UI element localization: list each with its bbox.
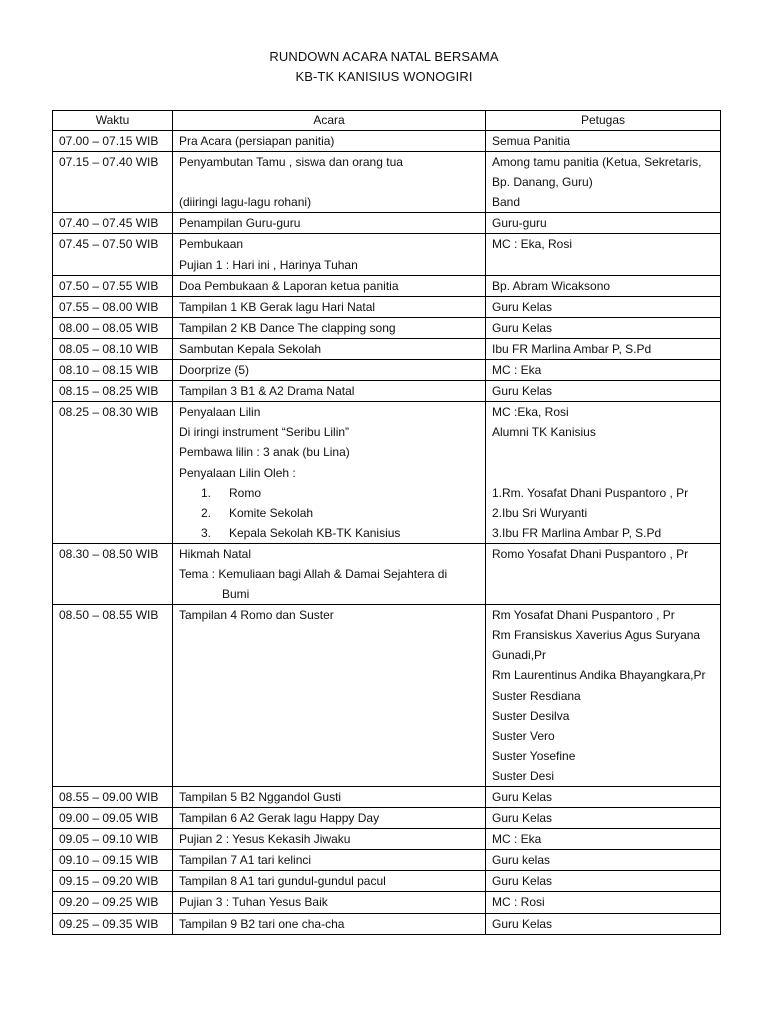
document-subtitle: KB-TK KANISIUS WONOGIRI [295,69,473,84]
table-row [53,381,721,402]
cell-petugas [486,913,721,934]
cell-waktu: 07.45 – 07.50 WIB [53,234,173,275]
petugas-line: 1.Rm. Yosafat Dhani Puspantoro , Pr [492,485,689,500]
petugas-line: Romo Yosafat Dhani Puspantoro , Pr [492,546,689,561]
table-header-row [53,111,721,131]
cell-acara [173,296,486,317]
list-text: Kepala Sekolah KB-TK Kanisius [229,525,401,540]
petugas-line: MC : Eka [492,363,542,378]
acara-line: Tampilan 7 A1 tari kelinci [179,853,312,868]
petugas-line: Among tamu panitia (Ketua, Sekretaris, [492,155,702,170]
acara-line [179,172,479,192]
table-row [53,892,721,913]
acara-line: Penyambutan Tamu , siswa dan orang tua [179,155,403,170]
petugas-line: 2.Ibu Sri Wuryanti [492,505,588,520]
petugas-line: Guru-guru [492,216,547,231]
cell-acara [173,605,486,787]
cell-waktu: 09.20 – 09.25 WIB [53,892,173,913]
table-row [53,829,721,850]
cell-petugas [486,152,721,213]
petugas-line: Bp. Abram Wicaksono [492,278,611,293]
acara-line: Pembawa lilin : 3 anak (bu Lina) [179,445,350,460]
list-number: 1. [201,485,212,500]
acara-line: Tampilan 9 B2 tari one cha-cha [179,916,345,931]
cell-acara [173,152,486,213]
cell-acara [173,871,486,892]
table-row [53,213,721,234]
petugas-line: Suster Desilva [492,708,570,723]
cell-petugas [486,360,721,381]
column-header-waktu: Waktu [53,111,173,131]
acara-line: Doa Pembukaan & Laporan ketua panitia [179,278,399,293]
acara-line: Penyalaan Lilin [179,405,261,420]
table-row [53,402,721,544]
petugas-line: Bp. Danang, Guru) [492,175,593,190]
table-row [53,913,721,934]
acara-line: Tampilan 8 A1 tari gundul-gundul pacul [179,874,386,889]
cell-petugas [486,381,721,402]
acara-line: Pra Acara (persiapan panitia) [179,134,335,148]
table-row [53,605,721,787]
cell-acara [173,234,486,275]
cell-petugas [486,213,721,234]
cell-petugas [486,234,721,275]
cell-waktu: 09.05 – 09.10 WIB [53,829,173,850]
column-header-acara: Acara [173,111,486,131]
petugas-line: Gunadi,Pr [492,648,547,663]
cell-petugas [486,808,721,829]
acara-line: Tampilan 2 KB Dance The clapping song [179,320,396,335]
acara-line: Pembukaan [179,237,244,252]
petugas-line: Guru Kelas [492,320,553,335]
cell-waktu: 08.15 – 08.25 WIB [53,381,173,402]
cell-waktu: 09.15 – 09.20 WIB [53,871,173,892]
petugas-line: Rm Fransiskus Xaverius Agus Suryana [492,628,701,643]
cell-petugas [486,543,721,604]
cell-waktu: 08.30 – 08.50 WIB [53,543,173,604]
table-row [53,338,721,359]
cell-petugas [486,829,721,850]
petugas-line: Suster Yosefine [492,748,576,763]
rundown-table-container [52,110,720,935]
cell-waktu: 08.50 – 08.55 WIB [53,605,173,787]
table-row [53,808,721,829]
cell-petugas [486,892,721,913]
cell-acara [173,787,486,808]
acara-line: Tema : Kemuliaan bagi Allah & Damai Sejahtera di [179,566,448,581]
cell-waktu: 08.25 – 08.30 WIB [53,402,173,544]
acara-line: Penampilan Guru-guru [179,216,301,231]
acara-line: Hikmah Natal [179,546,252,561]
document-title: RUNDOWN ACARA NATAL BERSAMA [269,49,499,64]
petugas-line: MC :Eka, Rosi [492,405,569,420]
cell-petugas [486,850,721,871]
cell-waktu: 08.00 – 08.05 WIB [53,317,173,338]
petugas-line: Ibu FR Marlina Ambar P, S.Pd [492,341,652,356]
petugas-line: Band [492,195,521,210]
petugas-line: Rm Yosafat Dhani Puspantoro , Pr [492,608,675,623]
petugas-line: Suster Resdiana [492,688,581,703]
acara-list-item [179,523,479,543]
petugas-line: Guru Kelas [492,811,553,826]
petugas-line [492,463,714,483]
cell-waktu: 09.00 – 09.05 WIB [53,808,173,829]
table-row [53,317,721,338]
cell-acara [173,317,486,338]
acara-line: Pujian 1 : Hari ini , Harinya Tuhan [179,257,358,272]
cell-waktu: 07.00 – 07.15 WIB [53,131,173,152]
column-header-petugas: Petugas [486,111,721,131]
acara-line: Tampilan 4 Romo dan Suster [179,608,334,623]
petugas-line: MC : Rosi [492,895,545,910]
cell-waktu: 09.25 – 09.35 WIB [53,913,173,934]
cell-petugas [486,317,721,338]
acara-line: Penyalaan Lilin Oleh : [179,465,296,480]
cell-petugas [486,275,721,296]
petugas-line [492,442,714,462]
table-row [53,275,721,296]
acara-line: (diiringi lagu-lagu rohani) [179,195,312,210]
petugas-line: Suster Desi [492,768,555,783]
cell-waktu: 09.10 – 09.15 WIB [53,850,173,871]
petugas-line: Rm Laurentinus Andika Bhayangkara,Pr [492,668,706,683]
acara-line: Tampilan 6 A2 Gerak lagu Happy Day [179,811,380,826]
table-row [53,296,721,317]
table-row [53,850,721,871]
cell-acara [173,213,486,234]
acara-line: Tampilan 3 B1 & A2 Drama Natal [179,384,355,399]
acara-list-item [179,483,479,503]
petugas-line: Alumni TK Kanisius [492,425,596,440]
table-row [53,871,721,892]
petugas-line: MC : Eka, Rosi [492,237,573,252]
table-row [53,360,721,381]
cell-petugas [486,871,721,892]
cell-acara [173,338,486,359]
document-header [0,47,768,87]
table-row [53,131,721,152]
cell-acara [173,402,486,544]
cell-waktu: 08.05 – 08.10 WIB [53,338,173,359]
table-row [53,787,721,808]
list-number: 3. [201,525,212,540]
cell-petugas [486,402,721,544]
petugas-line: Guru Kelas [492,874,553,889]
petugas-line: Semua Panitia [492,134,571,148]
cell-acara [173,829,486,850]
petugas-line: Suster Vero [492,728,555,743]
petugas-line: Guru Kelas [492,384,553,399]
petugas-line: Guru Kelas [492,916,553,931]
cell-waktu: 07.50 – 07.55 WIB [53,275,173,296]
petugas-line: Guru kelas [492,853,551,868]
acara-list-item [179,503,479,523]
cell-waktu: 07.55 – 08.00 WIB [53,296,173,317]
cell-waktu: 07.15 – 07.40 WIB [53,152,173,213]
list-text: Komite Sekolah [229,505,314,520]
petugas-line: Guru Kelas [492,299,553,314]
list-number: 2. [201,505,212,520]
cell-acara [173,808,486,829]
acara-line: Pujian 2 : Yesus Kekasih Jiwaku [179,832,351,847]
acara-line: Pujian 3 : Tuhan Yesus Baik [179,895,328,910]
cell-petugas [486,787,721,808]
acara-line: Sambutan Kepala Sekolah [179,341,322,356]
cell-acara [173,913,486,934]
petugas-line: 3.Ibu FR Marlina Ambar P, S.Pd [492,525,662,540]
rundown-table [52,110,721,935]
petugas-line: Guru Kelas [492,790,553,804]
cell-petugas [486,605,721,787]
acara-continuation-line: Bumi [222,587,250,602]
petugas-line: MC : Eka [492,832,542,847]
cell-acara [173,381,486,402]
cell-petugas [486,131,721,152]
cell-petugas [486,338,721,359]
cell-waktu: 07.40 – 07.45 WIB [53,213,173,234]
acara-line: Tampilan 1 KB Gerak lagu Hari Natal [179,299,376,314]
cell-acara [173,543,486,604]
cell-acara [173,131,486,152]
table-row [53,234,721,275]
cell-acara [173,275,486,296]
list-text: Romo [229,485,262,500]
table-row [53,543,721,604]
table-row [53,152,721,213]
cell-acara [173,360,486,381]
cell-acara [173,892,486,913]
acara-line: Tampilan 5 B2 Nggandol Gusti [179,790,342,804]
cell-waktu: 08.10 – 08.15 WIB [53,360,173,381]
acara-line: Doorprize (5) [179,363,250,378]
acara-line: Di iringi instrument “Seribu Lilin” [179,425,350,440]
cell-waktu: 08.55 – 09.00 WIB [53,787,173,808]
cell-petugas [486,296,721,317]
cell-acara [173,850,486,871]
table-body [53,131,721,935]
